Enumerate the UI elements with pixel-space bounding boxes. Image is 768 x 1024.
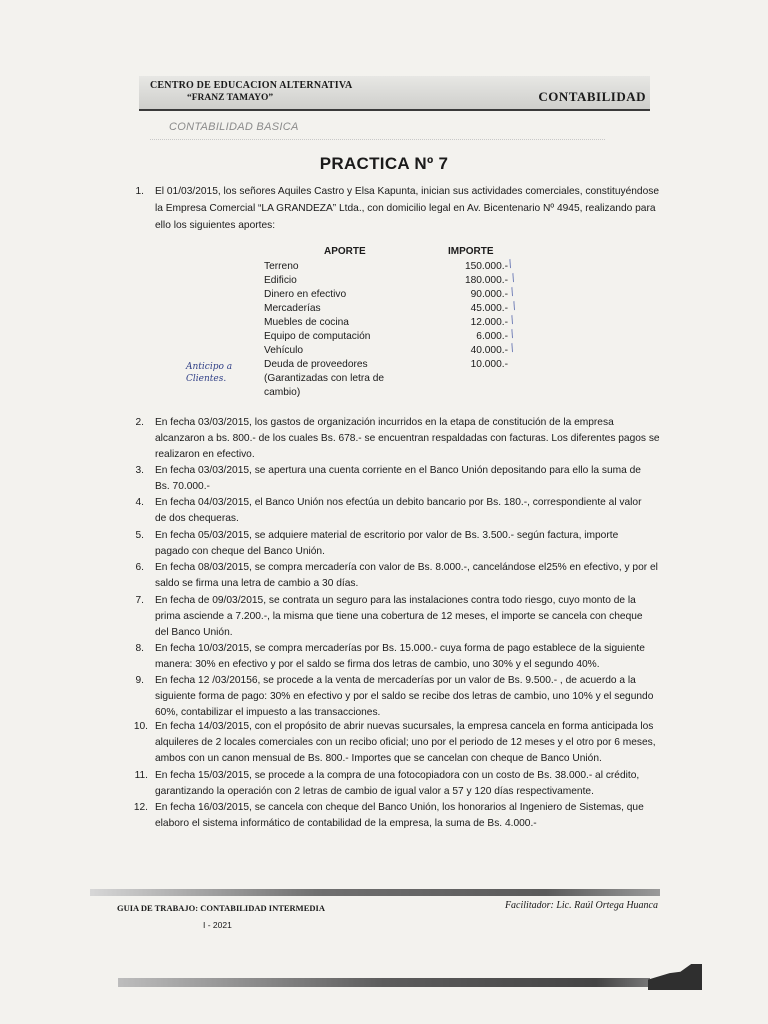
item-line: ambos con un canon mensual de Bs. 800.- Importes que se cancelan con cheque de Banco Unión. xyxy=(155,753,602,764)
check-mark-icon: ⁄ xyxy=(509,272,519,284)
item-line: En fecha 05/03/2015, se adquiere material de escritorio por valor de Bs. 3.500.- según factura, importe xyxy=(155,530,619,541)
item-number: 11. xyxy=(134,770,148,781)
scan-mark xyxy=(648,964,702,990)
aporte-amount: 150.000.- xyxy=(464,261,508,272)
item-line: alcanzaron a bs. 800.- de los cuales Bs. 678.- se encuentran respaldadas con facturas. Los diferentes pagos se xyxy=(155,433,660,444)
handwritten-note: Clientes. xyxy=(186,374,227,384)
item-line: En fecha de 09/03/2015, se contrata un seguro para las instalaciones contra todo riesgo, cuyo monto de la xyxy=(155,595,636,606)
bottom-band xyxy=(118,978,650,987)
item-line: alquileres de 2 locales comerciales con un recibo oficial; uno por el periodo de 12 meses y el otro por 6 meses, xyxy=(155,737,656,748)
item-line: del Banco Unión. xyxy=(155,627,233,638)
item-line: pagado con cheque del Banco Unión. xyxy=(155,546,325,557)
item-line: 60%, contabilizar el impuesto a las transacciones. xyxy=(155,707,381,718)
aporte-amount: 40.000.- xyxy=(470,345,508,356)
footer-guide-title: GUIA DE TRABAJO: CONTABILIDAD INTERMEDIA xyxy=(117,903,325,913)
item-number: 5. xyxy=(135,530,144,541)
aporte-item: Terreno xyxy=(264,261,299,272)
aporte-item: Mercaderías xyxy=(264,303,321,314)
course-subtitle: CONTABILIDAD BASICA xyxy=(169,121,299,133)
item-line: elaboro el sistema informático de contabilidad de la empresa, la suma de Bs. 4.000.- xyxy=(155,818,537,829)
item-number: 6. xyxy=(135,562,144,573)
item-line: saldo se firma una letra de cambio a 30 días. xyxy=(155,578,359,589)
item-line: En fecha 15/03/2015, se procede a la compra de una fotocopiadora con un costo de Bs. 38.000.- al crédito, xyxy=(155,770,640,781)
school-name: CENTRO DE EDUCACION ALTERNATIVA xyxy=(150,80,353,91)
item-line: manera: 30% en efectivo y por el saldo se firma dos letras de cambio, uno 30% y el segundo 40%. xyxy=(155,659,600,670)
item-line: garantizando la operación con 2 letras de cambio de igual valor a 57 y 120 días respectivamente. xyxy=(155,786,594,797)
header-band xyxy=(139,76,650,111)
aporte-item: Edificio xyxy=(264,275,297,286)
check-mark-icon: ⁄ xyxy=(508,314,518,326)
item-line: realizaron en efectivo. xyxy=(155,449,255,460)
page-title: PRACTICA Nº 7 xyxy=(319,154,449,173)
subject-label: CONTABILIDAD xyxy=(538,89,646,104)
item-line: En fecha 14/03/2015, con el propósito de abrir nuevas sucursales, la empresa cancela en forma anticipada los xyxy=(155,721,654,732)
item-line: En fecha 10/03/2015, se compra mercaderías por Bs. 15.000.- cuya forma de pago establece de la siguiente xyxy=(155,643,645,654)
check-mark-icon: ⁄ xyxy=(508,342,518,354)
item-line: siguiente forma de pago: 30% en efectivo y por el saldo se recibe dos letras de cambio, uno 10% y el segundo xyxy=(155,691,654,702)
item-number: 3. xyxy=(135,465,144,476)
footer-band xyxy=(90,889,660,896)
item-line: El 01/03/2015, los señores Aquiles Castro y Elsa Kapunta, inician sus actividades comerciales, constituyéndose xyxy=(155,186,659,197)
footer-facilitator: Facilitador: Lic. Raúl Ortega Huanca xyxy=(504,900,658,911)
aporte-item: Equipo de computación xyxy=(264,331,371,342)
aporte-item: Muebles de cocina xyxy=(264,317,349,328)
aporte-item: Deuda de proveedores xyxy=(264,359,368,370)
column-header-aporte: APORTE xyxy=(324,246,366,257)
check-mark-icon: ⁄ xyxy=(510,300,520,312)
item-line: En fecha 16/03/2015, se cancela con cheque del Banco Unión, los honorarios al Ingeniero de Sistemas, que xyxy=(155,802,644,813)
item-number: 8. xyxy=(135,643,144,654)
footer-period: I - 2021 xyxy=(203,920,232,930)
aporte-amount: 45.000.- xyxy=(470,303,508,314)
aporte-amount: 90.000.- xyxy=(470,289,508,300)
item-number: 4. xyxy=(135,497,144,508)
aporte-item: Vehículo xyxy=(264,345,304,356)
item-line: En fecha 12 /03/20156, se procede a la venta de mercaderías por un valor de Bs. 9.500.- , de acuerdo a la xyxy=(155,675,636,686)
item-line: En fecha 03/03/2015, se apertura una cuenta corriente en el Banco Unión depositando para ello la suma de xyxy=(155,465,641,476)
item-number: 1. xyxy=(135,186,144,197)
handwritten-note: Anticipo a xyxy=(186,362,233,372)
check-mark-icon: ⁄ xyxy=(508,286,518,298)
aporte-amount: 12.000.- xyxy=(470,317,508,328)
subtitle-divider xyxy=(150,139,605,140)
item-line: En fecha 08/03/2015, se compra mercadería con valor de Bs. 8.000.-, cancelándose el25% en efectivo, y por el xyxy=(155,562,658,573)
item-number: 2. xyxy=(135,417,144,428)
aporte-amount: 6.000.- xyxy=(476,331,508,342)
item-line: de dos chequeras. xyxy=(155,513,239,524)
item-number: 12. xyxy=(133,802,148,813)
item-line: En fecha 03/03/2015, los gastos de organización incurridos en la etapa de constitución de la empresa xyxy=(155,417,614,428)
aporte-note: (Garantizadas con letra de xyxy=(264,373,385,384)
item-number: 10. xyxy=(133,721,148,732)
item-line: la Empresa Comercial “LA GRANDEZA” Ltda., con domicilio legal en Av. Bicentenario Nº 4945, realizando para xyxy=(155,203,656,214)
item-line: Bs. 70.000.- xyxy=(155,481,210,492)
column-header-importe: IMPORTE xyxy=(448,246,494,257)
item-line: En fecha 04/03/2015, el Banco Unión nos efectúa un debito bancario por Bs. 180.-, correspondiente al valor xyxy=(155,497,642,508)
school-name-line2: “FRANZ TAMAYO” xyxy=(187,93,274,103)
check-mark-icon: ⁄ xyxy=(506,258,516,270)
aporte-amount: 10.000.- xyxy=(470,359,508,370)
item-number: 9. xyxy=(135,675,144,686)
aporte-note: cambio) xyxy=(264,387,301,398)
check-mark-icon: ⁄ xyxy=(508,328,518,340)
aporte-item: Dinero en efectivo xyxy=(264,289,347,300)
item-number: 7. xyxy=(135,595,144,606)
item-line: prima asciende a 7.200.-, la misma que tiene una cobertura de 12 meses, el importe se cancela con cheque xyxy=(155,611,643,622)
item-line: ello los siguientes aportes: xyxy=(155,220,276,231)
aporte-amount: 180.000.- xyxy=(464,275,508,286)
